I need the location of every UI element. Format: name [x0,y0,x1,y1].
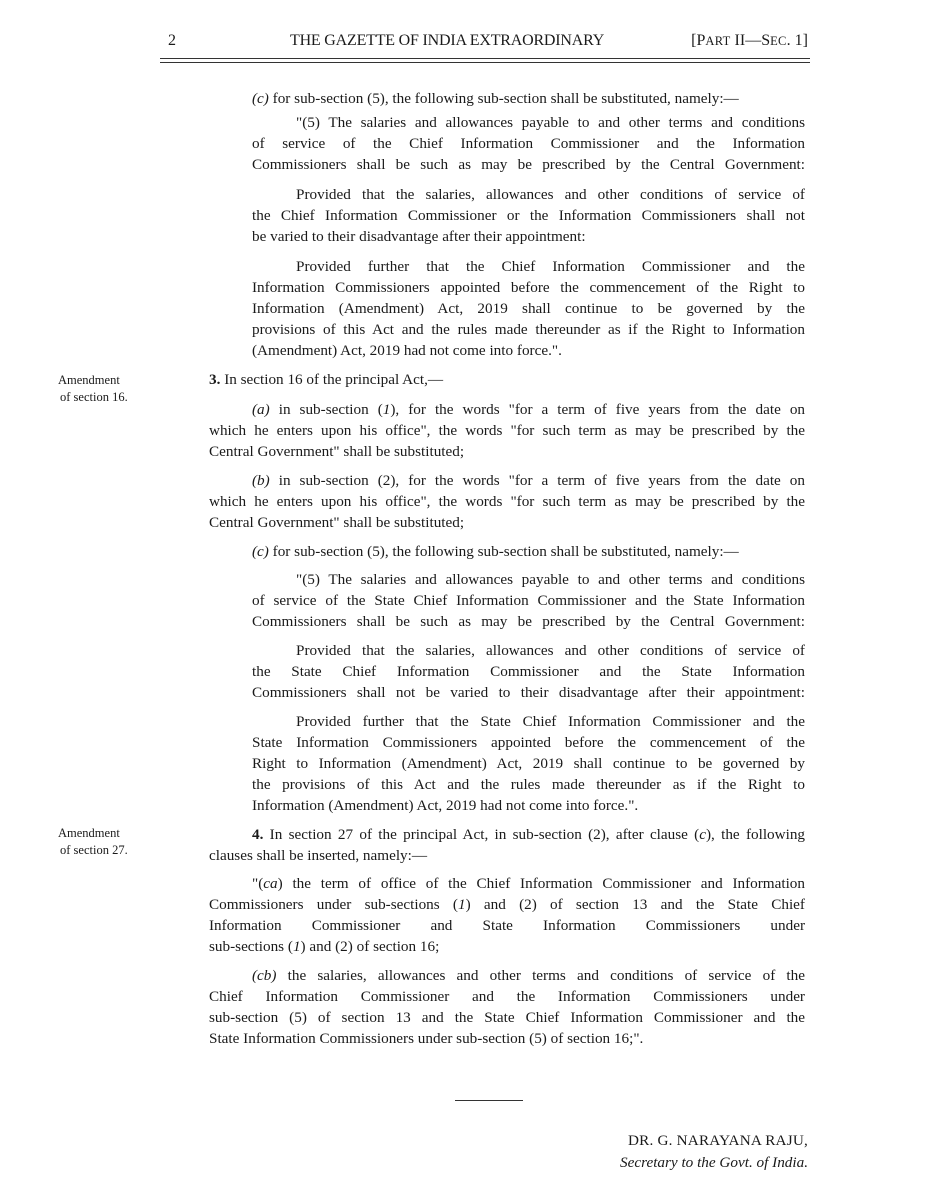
text-line: Commissioners shall be such as may be prescribed by the Central Government: [252,156,805,173]
text-line: Chief Information Commissioner and the Information Commissioners under [209,988,805,1005]
text-line: clauses shall be inserted, namely:— [209,847,428,864]
clause-text: ) the term of office of the Chief Information Commissioner and Information [277,875,805,892]
page-number: 2 [168,32,176,49]
text-line: which he enters upon his office", the words "for such term as may be prescribed by the [209,422,805,439]
clause-ca-line [252,874,805,894]
sec-smallcaps: EC [770,34,787,48]
text-line: (Amendment) Act, 2019 had not come into force.". [252,342,562,359]
signature-block [620,1130,808,1174]
text-line [209,937,805,957]
header-rule-bottom [160,62,810,63]
text-line: the provisions of this Act and the rules made thereunder as if the Right to [252,776,805,793]
clause-text: for sub-section (5), the following sub-section shall be substituted, namely:— [268,90,739,107]
clause-text: Commissioners under sub-sections ( [209,896,458,913]
section-text: In section 27 of the principal Act, in sub-section (2), after clause ( [263,826,700,843]
text-line: of service of the Chief Information Commissioner and the Information [252,135,805,152]
text-line: Central Government" shall be substituted; [209,514,465,531]
page-header [160,32,810,56]
clause-label: (cb) [252,967,277,984]
text-line: of service of the State Chief Information Commissioner and the State Information [252,592,805,609]
text-line: State Information Commissioners appointed before the commencement of the [252,734,805,751]
clause-3c-line [252,542,739,562]
clause-text: ), for the words "for a term of five years from the date on [390,401,806,418]
section-text: ), the following [705,826,806,843]
clause-text: ) and (2) of section 16; [300,938,440,955]
clause-3b-line [252,471,805,491]
gazette-title: THE GAZETTE OF INDIA EXTRAORDINARY [290,32,605,49]
text-line: Commissioners shall be such as may be prescribed by the Central Government: [252,613,805,630]
text-line: the State Chief Information Commissioner and the State Information [252,663,805,680]
clause-label: (c) [252,543,269,560]
header-rule-top [160,58,810,59]
clause-text: the salaries, allowances and other terms and conditions of service of the [276,967,805,984]
clause-label: (b) [252,472,270,489]
clause-label: ca [263,875,278,892]
text-line: provisions of this Act and the rules made thereunder as if the Right to Information [252,321,805,338]
clause-text: ) and (2) of section 13 and the State Chief [465,896,805,913]
margin-note-line: Amendment [58,826,120,840]
clause-text: in sub-section (2), for the words "for a term of five years from the date on [269,472,805,489]
section-4-heading [209,825,805,845]
clause-cb-line [252,966,805,986]
clause-text: in sub-section ( [269,401,383,418]
text-line: Provided further that the Chief Information Commissioner and the [296,258,805,275]
margin-note-line: Amendment [58,373,120,387]
text-line: Information (Amendment) Act, 2019 had not come into force.". [252,797,639,814]
signatory-designation: Secretary to the Govt. of India. [620,1154,808,1171]
text-line: State Information Commissioners under sub-section (5) of section 16;". [209,1030,644,1047]
clause-text: sub-sections ( [209,938,293,955]
closing-rule [455,1100,523,1101]
part-section-label [691,32,808,50]
clause-open: "( [252,875,264,892]
clause-2c-intro [252,89,739,109]
text-line: Information Commissioner and State Information Commissioners under [209,917,805,934]
section-number: 4. [252,826,264,843]
section-text-italic: c [699,826,706,843]
margin-note-line: of section 27. [60,843,128,857]
text-line: be varied to their disadvantage after their appointment: [252,228,586,245]
clause-label: (c) [252,90,269,107]
clause-text: for sub-section (5), the following sub-section shall be substituted, namely:— [268,543,739,560]
text-line: Right to Information (Amendment) Act, 2019 shall continue to be governed by [252,755,805,772]
section-intro: In section 16 of the principal Act,— [220,371,444,388]
part-smallcaps: ART [705,34,731,48]
text-line: sub-section (5) of section 13 and the State Chief Information Commissioner and the [209,1009,805,1026]
part-suffix: . 1] [786,32,808,49]
text-line: Provided that the salaries, allowances and other conditions of service of [296,642,805,659]
text-line: Provided that the salaries, allowances and other conditions of service of [296,186,805,203]
clause-text-italic: 1 [382,401,391,418]
clause-3a-line [252,400,805,420]
text-line: "(5) The salaries and allowances payable to and other terms and conditions [296,571,805,588]
margin-note-section-16 [58,372,158,406]
text-line: Information (Amendment) Act, 2019 shall continue to be governed by the [252,300,805,317]
text-line: Central Government" shall be substituted; [209,443,465,460]
clause-text-italic: 1 [457,896,466,913]
text-line: "(5) The salaries and allowances payable to and other terms and conditions [296,114,805,131]
text-line: Information Commissioners appointed before the commencement of the Right to [252,279,805,296]
text-line: Commissioners shall not be varied to their disadvantage after their appointment: [252,684,805,701]
section-3-heading [209,370,443,390]
text-line: Provided further that the State Chief Information Commissioner and the [296,713,805,730]
text-line [209,895,805,915]
text-line: which he enters upon his office", the words "for such term as may be prescribed by the [209,493,805,510]
part-prefix: [P [691,32,706,49]
section-number: 3. [209,371,221,388]
signatory-name: DR. G. NARAYANA RAJU, [627,1132,808,1149]
text-line: the Chief Information Commissioner or the Information Commissioners shall not [252,207,805,224]
clause-label: (a) [252,401,270,418]
part-mid: II—S [730,32,771,49]
clause-text-italic: 1 [292,938,301,955]
margin-note-section-27 [58,825,158,859]
margin-note-line: of section 16. [60,390,128,404]
